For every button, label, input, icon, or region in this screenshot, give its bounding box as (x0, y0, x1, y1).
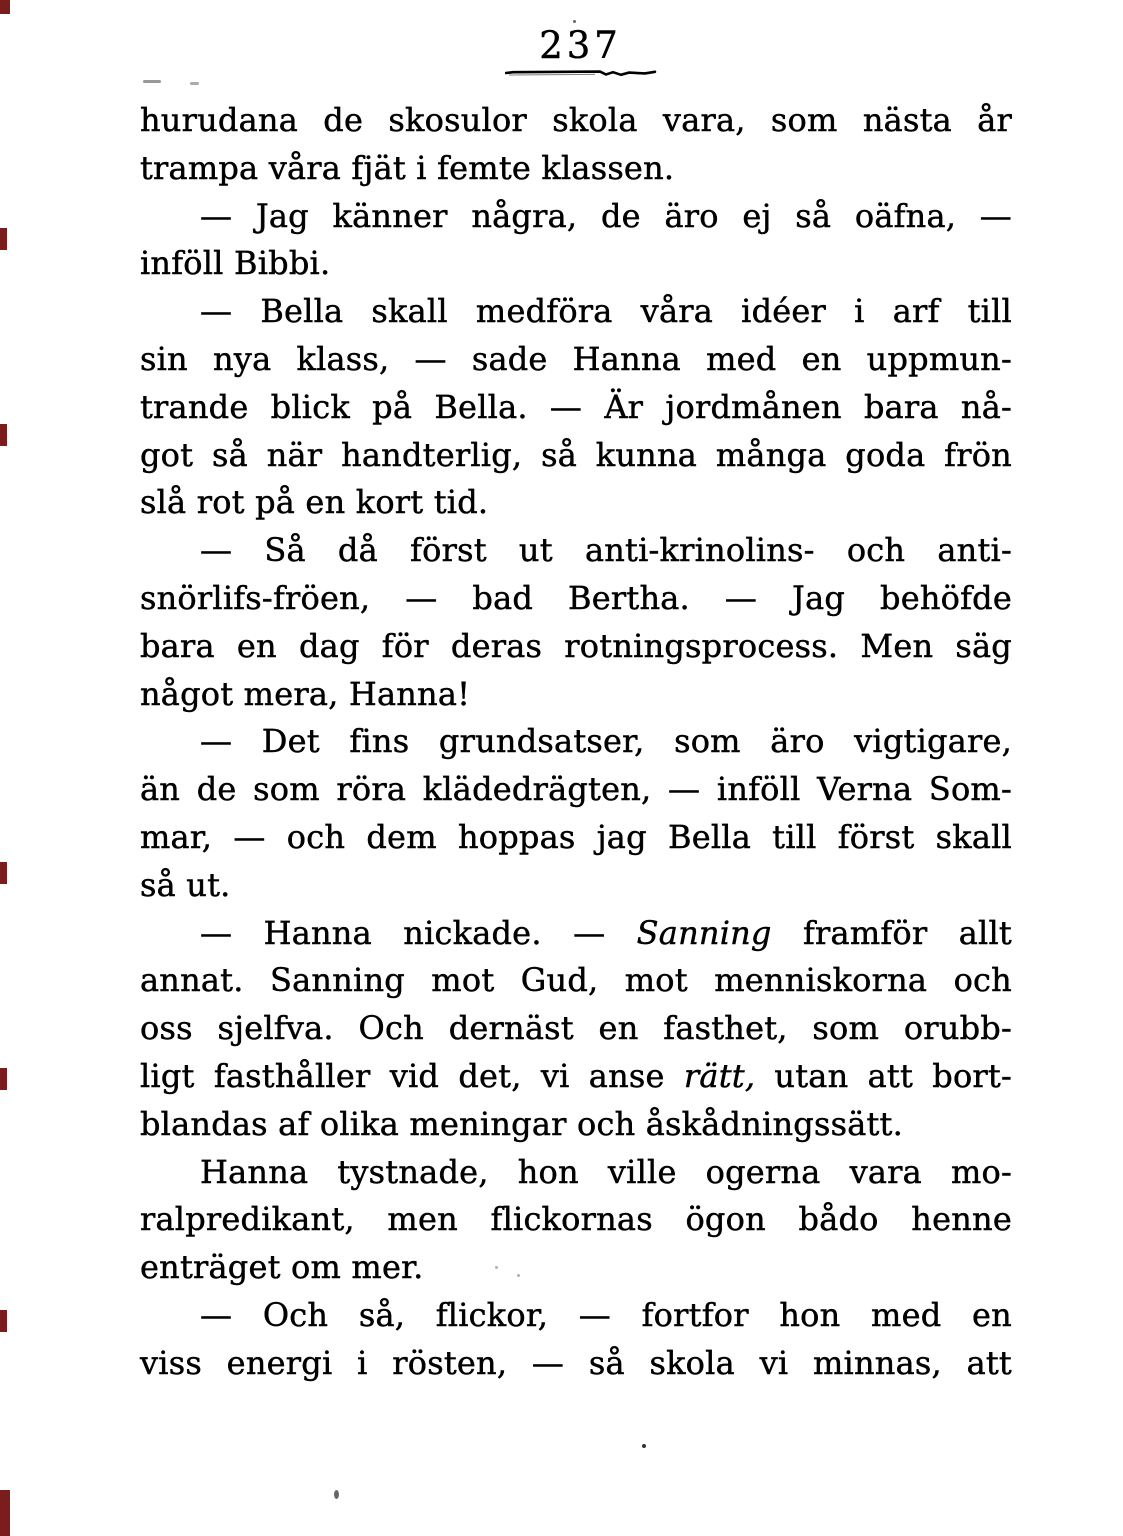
scan-speck (334, 1490, 339, 1499)
text-line (140, 336, 1012, 384)
text-line (140, 957, 1012, 1005)
text-line (140, 1053, 1012, 1101)
text-line-content (140, 1248, 423, 1286)
scan-edge-mark (0, 1490, 10, 1536)
scan-speck (573, 20, 576, 23)
text-line-content (140, 1105, 903, 1143)
text-line-content (200, 722, 1012, 760)
italic-text-run: Sanning (636, 913, 772, 952)
text-run: — Det fins grundsatser, som äro vigtigare, (200, 722, 1012, 761)
text-run: trampa våra fjät i femte klassen. (140, 148, 675, 187)
text-run: annat. Sanning mot Gud, mot menniskorna och (140, 961, 1012, 1000)
text-line (140, 384, 1012, 432)
text-line-content (140, 149, 674, 187)
text-line (140, 432, 1012, 480)
text-run: utan att bort- (755, 1056, 1013, 1095)
text-line-content (140, 340, 1012, 378)
text-line-content (140, 961, 1012, 999)
text-line (140, 862, 1012, 910)
text-run: blandas af olika meningar och åskådningssätt. (140, 1104, 903, 1143)
text-line-content (140, 675, 470, 713)
scan-speck (495, 1266, 498, 1269)
text-line (140, 193, 1012, 241)
page-number-underline (505, 67, 657, 79)
text-line (140, 288, 1012, 336)
text-line-content (140, 244, 330, 282)
text-line-content (140, 436, 1012, 474)
text-line (140, 1292, 1012, 1340)
scan-edge-mark (0, 424, 7, 446)
text-run: ligt fasthåller vid det, vi anse (140, 1056, 684, 1095)
text-line-content (140, 388, 1012, 426)
text-run: ralpredikant, men flickornas ögon bådo henne (140, 1200, 1012, 1239)
scan-edge-mark (0, 862, 7, 884)
text-run: trande blick på Bella. — Är jordmånen bara nå- (140, 387, 1012, 426)
page-number: 237 (539, 24, 622, 67)
text-line (140, 527, 1012, 575)
text-line-content (140, 483, 488, 521)
text-line-content (200, 1296, 1012, 1334)
italic-text-run: rätt, (683, 1056, 756, 1095)
text-run: viss energi i rösten, — så skola vi minnas, att (140, 1343, 1012, 1382)
scan-speck (517, 1274, 520, 1277)
text-run: — Jag känner några, de äro ej så oäfna, — (200, 196, 1012, 235)
text-line (140, 623, 1012, 671)
text-run: framför allt (771, 913, 1012, 952)
text-line (140, 97, 1012, 145)
text-line-content (140, 627, 1012, 665)
text-run: — Bella skall medföra våra idéer i arf till (200, 292, 1012, 331)
text-line-content (140, 1009, 1012, 1047)
text-line-content (200, 531, 1012, 569)
text-line (140, 671, 1012, 719)
text-line (140, 910, 1012, 958)
scan-speck (642, 1444, 646, 1448)
text-line-content (200, 914, 1012, 952)
text-line (140, 814, 1012, 862)
text-run: hurudana de skosulor skola vara, som nästa år (140, 101, 1012, 139)
text-run: enträget om mer. (140, 1248, 424, 1287)
text-run: bara en dag för deras rotningsprocess. Men säg (140, 626, 1012, 665)
text-line (140, 766, 1012, 814)
text-line-content (140, 770, 1012, 808)
text-run: något mera, Hanna! (140, 674, 471, 713)
text-run: snörlifs-fröen, — bad Bertha. — Jag behöfde (140, 578, 1012, 617)
text-line-content (140, 818, 1012, 856)
text-run: oss sjelfva. Och dernäst en fasthet, som orubb- (140, 1009, 1012, 1048)
text-run: — Och så, flickor, — fortfor hon med en (200, 1295, 1012, 1334)
text-line (140, 145, 1012, 193)
text-line (140, 575, 1012, 623)
text-line (140, 1005, 1012, 1053)
text-line (140, 1196, 1012, 1244)
scan-edge-mark (0, 0, 10, 14)
text-run: sin nya klass, — sade Hanna med en uppmun- (140, 339, 1012, 378)
text-line-content (200, 197, 1012, 235)
page-text (140, 97, 1012, 1388)
scan-edge-mark (0, 1310, 7, 1332)
scan-speck (143, 80, 161, 83)
text-run: slå rot på en kort tid. (140, 483, 489, 522)
text-line-content (140, 1057, 1012, 1095)
text-line-content (140, 866, 231, 904)
text-line-content (200, 1153, 1012, 1191)
text-line (140, 240, 1012, 288)
text-run: — Hanna nickade. — (200, 913, 637, 952)
page-header (0, 24, 1123, 67)
text-run: — Så då först ut anti-krinolins- och anti- (200, 531, 1012, 570)
text-run: än de som röra klädedrägten, — inföll Verna Som- (140, 770, 1012, 809)
text-run: inföll Bibbi. (140, 244, 331, 283)
text-line-content (140, 1344, 1012, 1382)
text-run: got så när handterlig, så kunna många goda frön (140, 435, 1012, 474)
scan-edge-mark (0, 228, 7, 250)
scan-edge-mark (0, 1068, 7, 1090)
text-line-content (200, 292, 1012, 330)
text-run: så ut. (140, 865, 231, 904)
text-line-content (140, 1200, 1012, 1238)
text-line (140, 1149, 1012, 1197)
text-line (140, 1340, 1012, 1388)
text-line (140, 1244, 1012, 1292)
text-run: mar, — och dem hoppas jag Bella till först skall (140, 817, 1012, 856)
text-line (140, 1101, 1012, 1149)
scan-speck (190, 82, 199, 85)
text-run: Hanna tystnade, hon ville ogerna vara mo- (200, 1152, 1012, 1191)
text-line (140, 718, 1012, 766)
text-line-content (140, 579, 1012, 617)
text-line (140, 479, 1012, 527)
text-line-content (140, 101, 1012, 139)
